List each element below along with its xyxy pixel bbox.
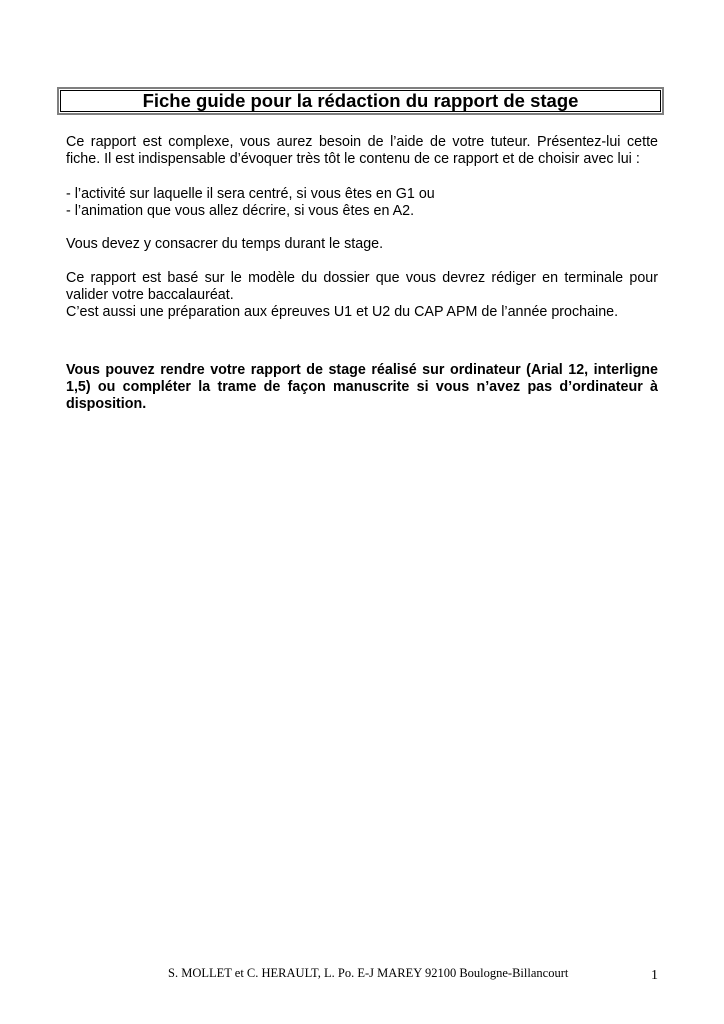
title-box: [57, 87, 664, 115]
instructions-line-2: 1,5) ou compléter la trame de façon manuscrite si vous n’avez pas d’ordinateur à: [66, 379, 658, 395]
model-line-2: valider votre baccalauréat.: [66, 287, 234, 303]
instructions-line-1: Vous pouvez rendre votre rapport de stage réalisé sur ordinateur (Arial 12, interligne: [66, 362, 658, 378]
footer-credits: S. MOLLET et C. HERAULT, L. Po. E-J MAREY 92100 Boulogne-Billancourt: [168, 966, 569, 980]
list-item: - l’animation que vous allez décrire, si vous êtes en A2.: [66, 203, 415, 219]
list-item: - l’activité sur laquelle il sera centré, si vous êtes en G1 ou: [66, 186, 435, 202]
page-number: 1: [651, 968, 658, 983]
model-line-3: C’est aussi une préparation aux épreuves U1 et U2 du CAP APM de l’année prochaine.: [66, 304, 619, 320]
page-title: Fiche guide pour la rédaction du rapport de stage: [142, 89, 579, 111]
time-paragraph: [66, 236, 658, 253]
intro-line-1: Ce rapport est complexe, vous aurez besoin de l’aide de votre tuteur. Présentez-lui cette: [66, 134, 658, 150]
instructions-line-3: disposition.: [66, 396, 147, 412]
intro-line-2: fiche. Il est indispensable d’évoquer très tôt le contenu de ce rapport et de choisir avec lui :: [66, 151, 640, 167]
model-line-1: Ce rapport est basé sur le modèle du dossier que vous devrez rédiger en terminale pour: [66, 270, 658, 286]
instructions-paragraph: [66, 362, 658, 413]
intro-paragraph: [66, 134, 658, 168]
time-line: Vous devez y consacrer du temps durant le stage.: [66, 236, 384, 252]
model-paragraph: [66, 270, 658, 321]
choice-list: [66, 186, 658, 220]
